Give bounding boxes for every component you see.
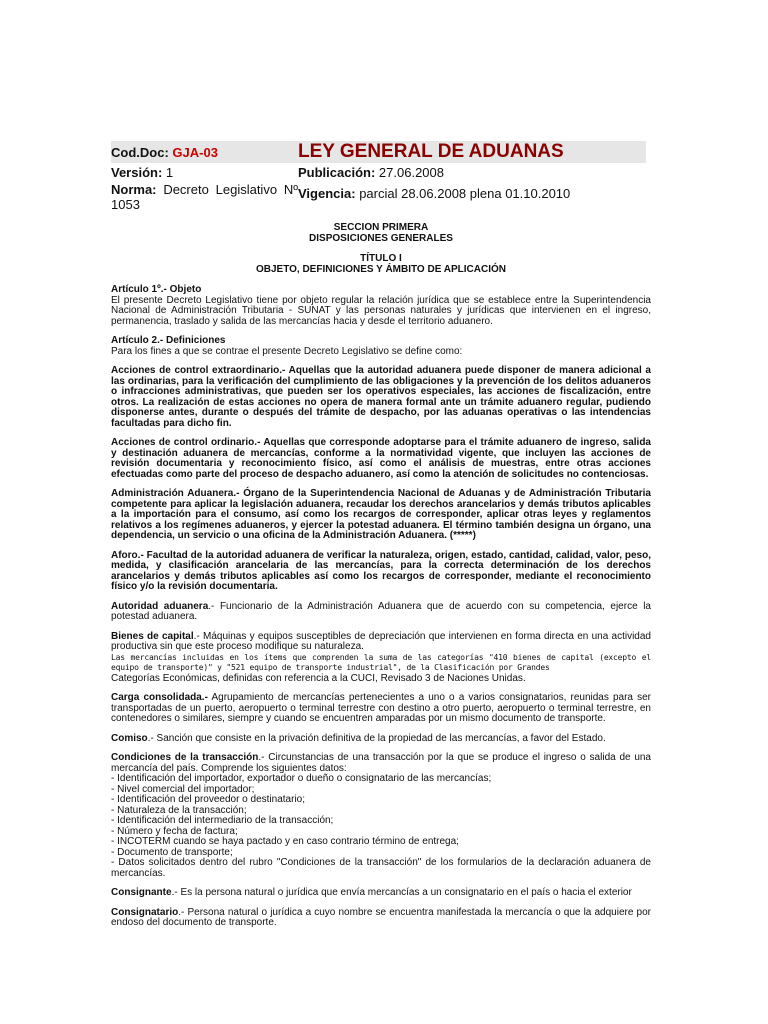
def-comiso — [111, 734, 651, 745]
def-term: Carga consolidada.- — [111, 692, 208, 703]
def-text: Agrupamiento de mercancías pertenecientes a uno o a varios consignatarios, reunidas para ser transportadas de un puerto, aeropuerto o terminal terrestre con destino a otro puerto, aeropuerto o terminal terrestre, en contenedores o similares, siempre y cuando se encuentren amparadas por un mismo documento de transporte. — [111, 692, 651, 724]
publicacion-label: Publicación: — [298, 165, 376, 180]
section-heading — [111, 222, 651, 275]
def-consignatario — [111, 908, 651, 929]
def-text: .- Sanción que consiste en la privación definitiva de la propiedad de las mercancías, a favor del Estado. — [147, 732, 606, 744]
titulo-title: TÍTULO I — [360, 253, 402, 264]
header-row-code-title — [111, 141, 646, 163]
def-text: .- Circunstancias de una transacción por la que se produce el ingreso o salida de una mercancía del país. Comprende los siguientes datos: — [111, 752, 651, 774]
list-item: - Naturaleza de la transacción; — [111, 804, 247, 816]
def-condiciones-transaccion — [111, 753, 651, 879]
def-note-cont: Categorías Económicas, definidas con referencia a la CUCI, Revisado 3 de Naciones Unidas. — [111, 672, 526, 684]
header-row-norma — [111, 182, 646, 212]
document-title: LEY GENERAL DE ADUANAS — [298, 141, 564, 162]
def-text: .- Máquinas y equipos susceptibles de depreciación que intervienen en forma directa en una actividad productiva sin que este proceso modifique su naturaleza. — [111, 630, 651, 652]
article-2-text: Para los fines a que se contrae el presente Decreto Legislativo se define como: — [111, 345, 463, 357]
list-item: - Número y fecha de factura; — [111, 825, 238, 837]
publicacion-value: 27.06.2008 — [378, 165, 444, 180]
def-term: Condiciones de la transacción — [111, 752, 259, 763]
def-text: .- Persona natural o jurídica a cuyo nombre se encuentra manifestada la mercancía o que la adquiere por endoso del documento de transporte. — [111, 906, 651, 928]
def-aforo: Aforo.- Facultad de la autoridad aduanera de verificar la naturaleza, origen, estado, cantidad, calidad, valor, peso, medida, y clasificación arancelaria de las mercancías, para la correcta determinación de los derechos arancelarios y demás tributos aplicables así como los recargos de corresponder, mediante el reconocimiento físico y/o la revisión documentaria. — [111, 549, 651, 592]
document-header — [111, 141, 646, 212]
article-1-text: El presente Decreto Legislativo tiene por objeto regular la relación jurídica que se establece entre la Superintendencia Nacional de Administración Tributaria - SUNAT y las personas naturales y jurídicas que intervienen en el ingreso, permanencia, traslado y salida de las mercancías hacia y desde el territorio aduanero. — [111, 294, 651, 327]
section-title: SECCION PRIMERA — [333, 222, 429, 233]
def-carga-consolidada — [111, 693, 651, 725]
cod-doc — [111, 145, 298, 163]
list-item: - Nivel comercial del importador; — [111, 783, 255, 795]
section-subtitle: DISPOSICIONES GENERALES — [309, 233, 453, 244]
def-administracion-aduanera: Administración Aduanera.- Órgano de la Superintendencia Nacional de Aduanas y de Administración Tributaria competente para aplicar la legislación aduanera, recaudar los derechos arancelarios y demás tributos aplicables a la importación para el consumo, así como los recargos de corresponder, aplicar otras leyes y reglamentos relativos a los regímenes aduaneros, y ejercer la potestad aduanera. El término también designa un órgano, una dependencia, un servicio o una oficina de la Administración Aduanera. (*****) — [111, 488, 651, 541]
list-item: - Identificación del intermediario de la transacción; — [111, 815, 334, 826]
header-row-version — [111, 165, 646, 180]
cod-doc-label: Cod.Doc: — [111, 145, 169, 160]
list-item: - INCOTERM cuando se haya pactado y en caso contrario término de entrega; — [111, 836, 459, 847]
def-term: Consignatario — [111, 906, 179, 918]
list-item: - Documento de transporte; — [111, 846, 233, 858]
def-bienes-de-capital — [111, 632, 651, 685]
def-note: Las mercancías incluidas en los ítems que comprenden la suma de las categorías "410 bienes de capital (excepto el equipo de transporte)" y "521 equipo de transporte industrial", de la Clasificación por Grandes — [111, 652, 651, 672]
def-consignante — [111, 888, 651, 899]
norma-value: Decreto Legislativo Nº 1053 — [111, 182, 298, 212]
version-value: 1 — [165, 165, 174, 180]
def-acciones-extraordinario: Acciones de control extraordinario.- Aquellas que la autoridad aduanera puede disponer de manera adicional a las ordinarias, para la verificación del cumplimiento de las obligaciones y la prevención de los delitos aduaneros o infracciones administrativas, que pueden ser los operativos especiales, las acciones de fiscalización, entre otros. La realización de estas acciones no opera de manera formal ante un trámite aduanero regular, pudiendo disponerse antes, durante o después del trámite de despacho, por las aduanas operativas o las intendencias facultadas para dicho fin. — [111, 365, 651, 429]
article-2-heading: Artículo 2.- Definiciones — [111, 335, 226, 346]
document-body — [111, 285, 651, 938]
list-item: - Identificación del proveedor o destinatario; — [111, 794, 306, 805]
titulo-subtitle: OBJETO, DEFINICIONES Y ÁMBITO DE APLICACIÓN — [255, 264, 507, 275]
list-item: - Identificación del importador, exportador o dueño o consignatario de las mercancías; — [111, 773, 492, 784]
article-1 — [111, 285, 651, 327]
def-term: Comiso — [111, 732, 148, 744]
def-term: Bienes de capital — [111, 630, 194, 642]
vigencia-label: Vigencia: — [298, 186, 356, 201]
version-label: Versión: — [111, 165, 163, 180]
def-autoridad-aduanera — [111, 602, 651, 623]
norma-label: Norma: — [111, 182, 157, 197]
def-text: .- Es la persona natural o jurídica que envía mercancías a un consignatario en el país o hacia el exterior — [171, 887, 632, 898]
cod-doc-value: GJA-03 — [172, 145, 218, 160]
list-item: - Datos solicitados dentro del rubro "Condiciones de la transacción" de los formularios de la declaración aduanera de mercancías. — [111, 857, 651, 879]
article-2 — [111, 336, 651, 357]
def-text: .- Funcionario de la Administración Aduanera que de acuerdo con su competencia, ejerce la potestad aduanera. — [111, 600, 651, 622]
def-term: Autoridad aduanera — [111, 600, 209, 612]
def-term: Consignante — [111, 887, 172, 898]
def-acciones-ordinario: Acciones de control ordinario.- Aquellas que corresponde adoptarse para el trámite aduanero de ingreso, salida y destinación aduanera de mercancías, conforme a la normatividad vigente, que incluyen las acciones de revisión documentaria y reconocimiento físico, así como el análisis de muestras, entre otras acciones efectuadas como parte del proceso de despacho aduanero, así como la atención de solicitudes no contenciosas. — [111, 437, 651, 480]
vigencia-value: parcial 28.06.2008 plena 01.10.2010 — [359, 186, 571, 201]
article-1-heading: Artículo 1º.- Objeto — [111, 284, 202, 295]
